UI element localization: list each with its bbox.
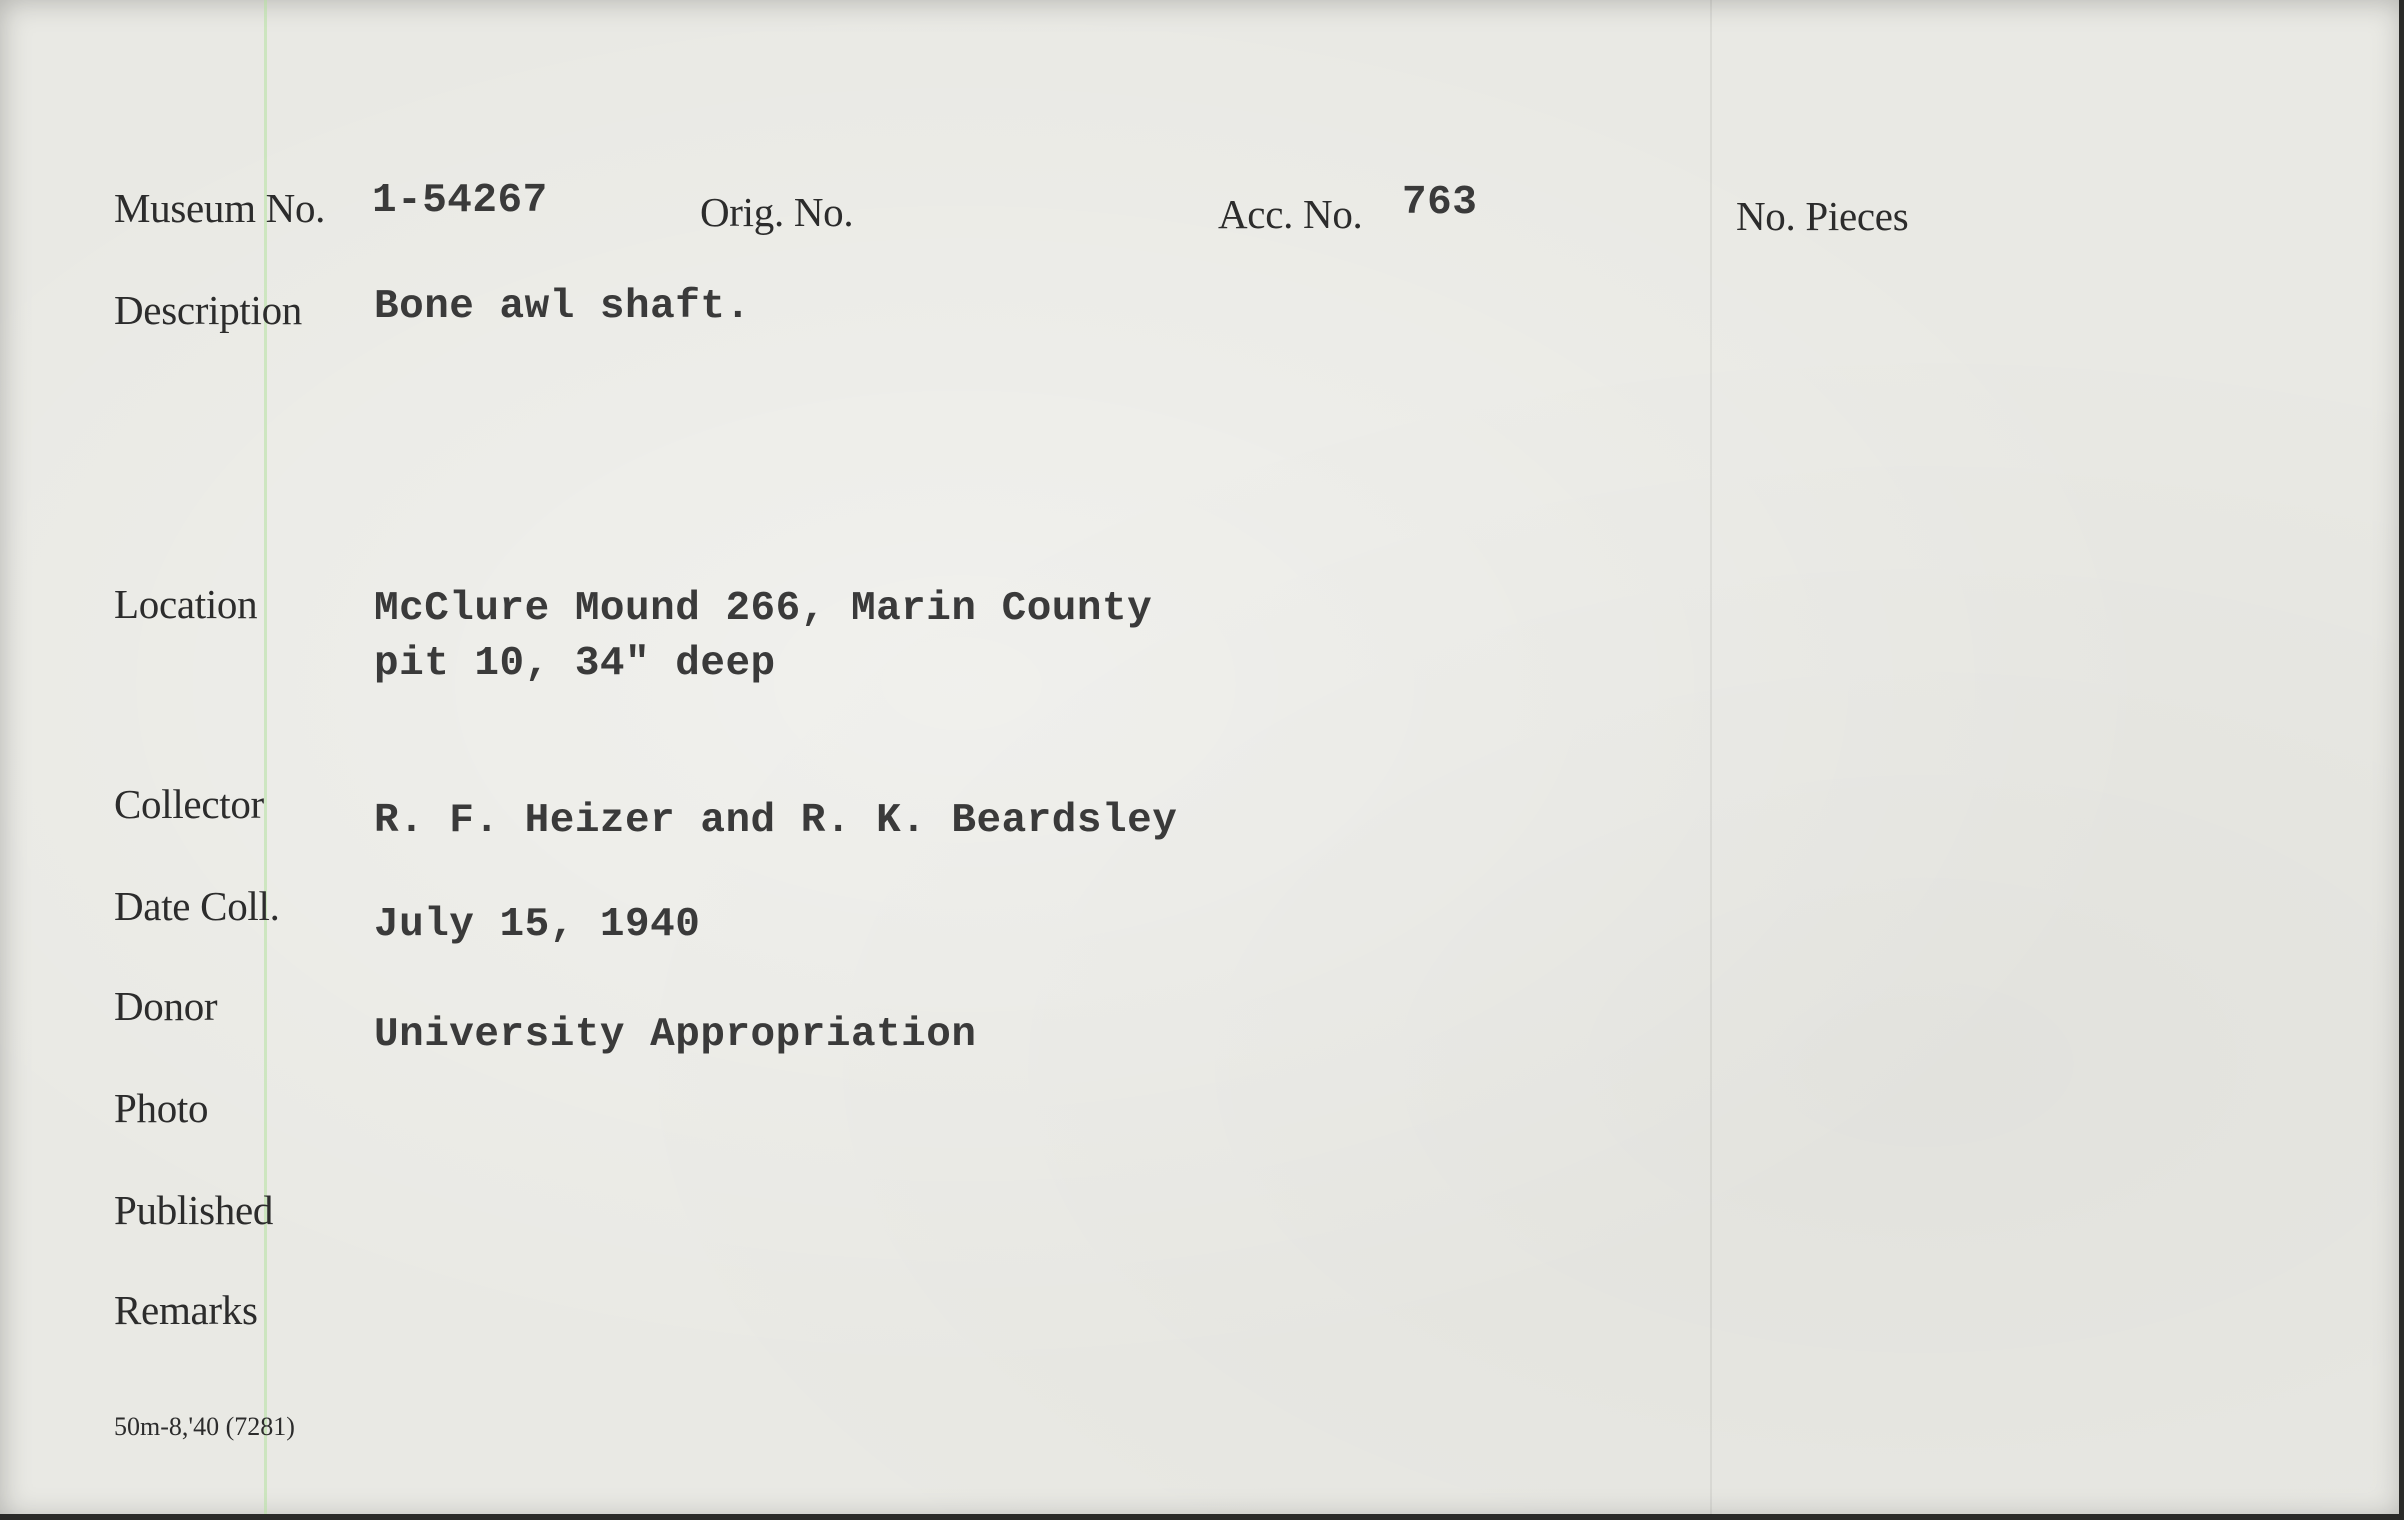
date-coll-label: Date Coll. <box>114 883 280 929</box>
donor-label: Donor <box>114 983 218 1029</box>
donor-value: University Appropriation <box>374 1012 977 1058</box>
location-line2: pit 10, 34" deep <box>374 641 776 687</box>
description-value: Bone awl shaft. <box>374 284 751 330</box>
print-code: 50m-8,'40 (7281) <box>114 1412 295 1441</box>
card-right-edge <box>2399 0 2404 1520</box>
date-coll-value: July 15, 1940 <box>374 902 701 948</box>
collector-label: Collector <box>114 781 264 827</box>
photo-label: Photo <box>114 1085 209 1131</box>
orig-no-label: Orig. No. <box>700 189 854 235</box>
collector-value: R. F. Heizer and R. K. Beardsley <box>374 798 1178 844</box>
column-rule <box>1710 0 1712 1520</box>
museum-no-value: 1-54267 <box>372 178 548 224</box>
remarks-label: Remarks <box>114 1287 258 1333</box>
card-bottom-edge <box>0 1514 2404 1520</box>
location-label: Location <box>114 581 258 627</box>
acc-no-label: Acc. No. <box>1218 191 1363 237</box>
museum-no-label: Museum No. <box>114 185 326 231</box>
location-line1: McClure Mound 266, Marin County <box>374 586 1153 632</box>
no-pieces-label: No. Pieces <box>1736 193 1909 239</box>
acc-no-value: 763 <box>1402 180 1478 226</box>
description-label: Description <box>114 287 302 333</box>
published-label: Published <box>114 1187 274 1233</box>
